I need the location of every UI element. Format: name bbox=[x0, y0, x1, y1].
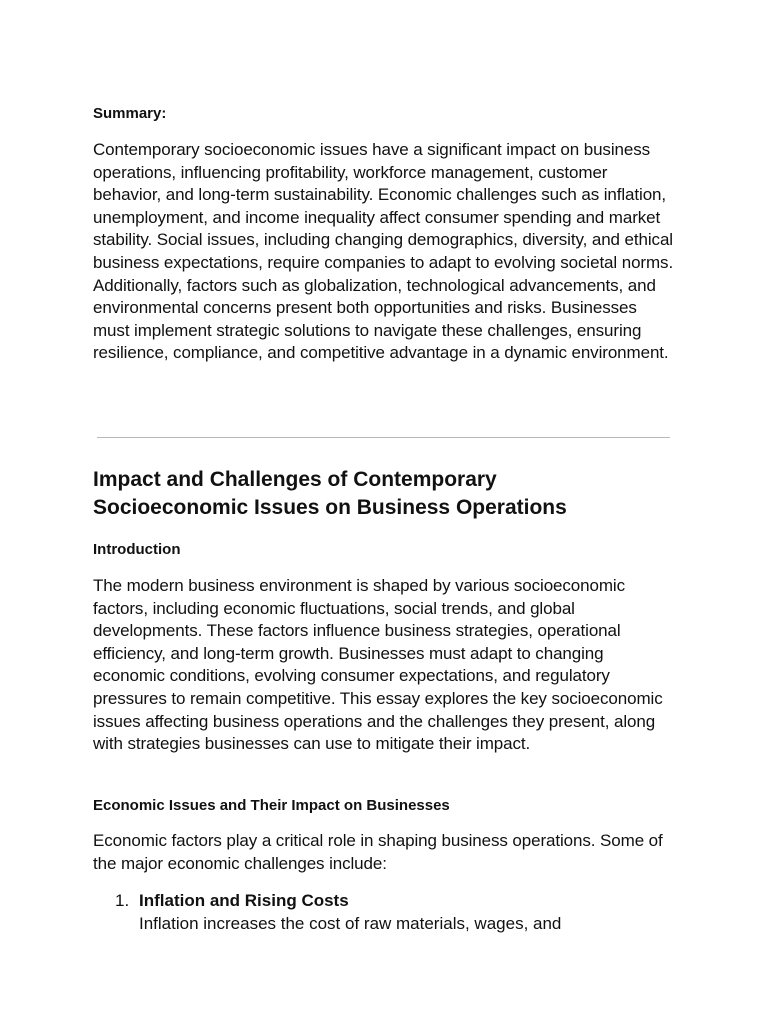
list-item-title: Inflation and Rising Costs bbox=[139, 891, 349, 910]
introduction-paragraph: The modern business environment is shaped by various socioeconomic factors, including economic fluctuations, social trends, and global developments. These factors influence business strategies, operational efficiency, and long-term growth. Businesses must adapt to changing economic conditions, evolving consumer expectations, and regulatory pressures to remain competitive. This essay explores the key socioeconomic issues affecting business operations and the challenges they present, along with strategies businesses can use to mitigate their impact. bbox=[93, 576, 663, 754]
summary-label: Summary: bbox=[93, 105, 167, 122]
economic-issues-heading: Economic Issues and Their Impact on Businesses bbox=[93, 797, 450, 814]
list-item-body: Inflation increases the cost of raw materials, wages, and bbox=[139, 913, 562, 933]
list-item bbox=[93, 890, 677, 935]
introduction-heading: Introduction bbox=[93, 541, 181, 558]
economic-challenges-list bbox=[93, 890, 677, 935]
section-divider bbox=[97, 437, 670, 438]
list-item-number: 1. bbox=[115, 891, 130, 910]
document-title: Impact and Challenges of Contemporary Socioeconomic Issues on Business Operations bbox=[93, 468, 567, 519]
economic-issues-paragraph: Economic factors play a critical role in shaping business operations. Some of the major economic challenges include: bbox=[93, 831, 663, 873]
summary-paragraph: Contemporary socioeconomic issues have a significant impact on business operations, influencing profitability, workforce management, customer behavior, and long-term sustainability. Economic challenges such as inflation, unemployment, and income inequality affect consumer spending and market stability. Social issues, including changing demographics, diversity, and ethical business expectations, require companies to adapt to evolving societal norms. Additionally, factors such as globalization, technological advancements, and environmental concerns present both opportunities and risks. Businesses must implement strategic solutions to navigate these challenges, ensuring resilience, compliance, and competitive advantage in a dynamic environment. bbox=[93, 140, 674, 363]
